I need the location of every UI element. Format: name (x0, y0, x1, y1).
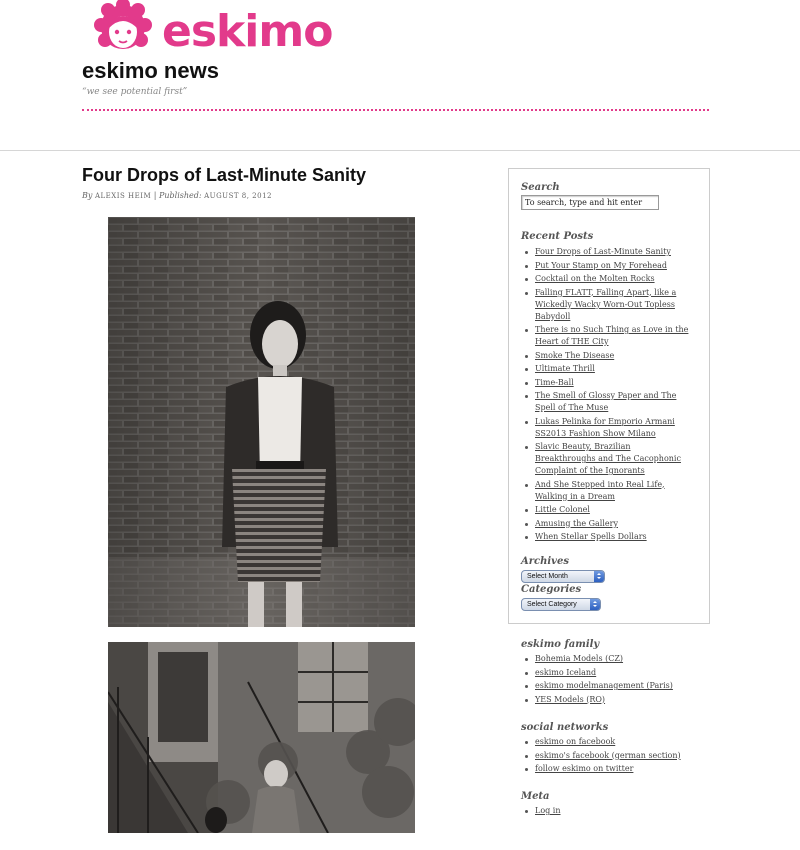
post-author: ALEXIS HEIM (94, 192, 152, 200)
header-rule (0, 150, 800, 151)
list-item (521, 260, 693, 272)
list-item (521, 363, 693, 375)
social-link[interactable]: follow eskimo on twitter (535, 764, 634, 773)
select-arrows-icon (594, 571, 604, 582)
list-item (521, 324, 693, 348)
meta-list (521, 805, 701, 819)
list-item (521, 273, 693, 285)
recent-post-link[interactable]: And She Stepped into Real Life, Walking in a Dream (535, 479, 665, 501)
recent-posts-heading: Recent Posts (521, 231, 594, 242)
login-link[interactable]: Log in (535, 806, 561, 815)
family-link[interactable]: Bohemia Models (CZ) (535, 654, 624, 663)
recent-post-link[interactable]: Four Drops of Last-Minute Sanity (535, 247, 671, 256)
list-item (521, 653, 701, 665)
archives-select[interactable] (521, 570, 605, 583)
recent-post-link[interactable]: Slavic Beauty, Brazilian Breakthroughs and The Cacophonic Complaint of the Ignorants (535, 442, 681, 475)
search-input[interactable] (521, 195, 659, 210)
site-tagline: “we see potential first” (82, 87, 188, 97)
list-item (521, 736, 701, 748)
list-item (521, 479, 693, 503)
meta-heading: Meta (521, 791, 550, 802)
recent-post-link[interactable]: The Smell of Glossy Paper and The Spell of The Muse (535, 391, 677, 412)
social-link[interactable]: eskimo on facebook (535, 737, 616, 746)
list-item (521, 287, 693, 323)
recent-post-link[interactable]: Falling FLATT, Falling Apart, like a Wickedly Wacky Worn-Out Topless Babydoll (535, 287, 677, 321)
select-arrows-icon (590, 599, 600, 610)
social-link[interactable]: eskimo's facebook (german section) (535, 750, 681, 760)
recent-post-link[interactable]: Amusing the Gallery (535, 518, 618, 528)
list-item (521, 441, 693, 477)
eskimo-family-heading: eskimo family (521, 639, 600, 650)
categories-heading: Categories (521, 584, 582, 595)
byline-by: By (82, 191, 93, 200)
recent-posts-list (521, 246, 693, 545)
byline-separator: | (153, 191, 157, 200)
list-item (521, 805, 701, 817)
social-networks-heading: social networks (521, 722, 609, 733)
recent-post-link[interactable]: Ultimate Thrill (535, 364, 595, 373)
header-dotted-divider (82, 109, 709, 111)
list-item (521, 750, 701, 762)
recent-post-link[interactable]: Lukas Pelinka for Emporio Armani SS2013 Fashion Show Milano (535, 416, 675, 438)
post-byline (82, 191, 272, 200)
list-item (521, 246, 693, 258)
search-heading: Search (521, 182, 560, 193)
recent-post-link[interactable]: When Stellar Spells Dollars (535, 532, 647, 541)
recent-post-link[interactable]: There is no Such Thing as Love in the Heart of THE City (535, 325, 689, 346)
post-date: AUGUST 8, 2012 (204, 192, 272, 200)
recent-post-link[interactable]: Put Your Stamp on My Forehead (535, 260, 667, 270)
sidebar-widgets (508, 168, 710, 624)
post-title[interactable]: Four Drops of Last-Minute Sanity (82, 165, 367, 185)
list-item (521, 350, 693, 362)
categories-select[interactable] (521, 598, 601, 611)
list-item (521, 416, 693, 440)
family-link[interactable]: YES Models (RO) (535, 694, 606, 704)
list-item (521, 763, 701, 775)
post-photo-girl-brick-wall (108, 217, 415, 627)
list-item (521, 504, 693, 516)
post-photo-stairs-ivy (108, 642, 415, 833)
archives-heading: Archives (521, 556, 569, 567)
recent-post-link[interactable]: Cocktail on the Molten Rocks (535, 274, 655, 283)
recent-post-link[interactable]: Little Colonel (535, 505, 590, 514)
family-link[interactable]: eskimo modelmanagement (Paris) (535, 681, 673, 690)
list-item (521, 390, 693, 414)
list-item (521, 680, 701, 692)
categories-select-value: Select Category (527, 601, 577, 608)
family-link[interactable]: eskimo Iceland (535, 667, 597, 677)
list-item (521, 531, 693, 543)
recent-post-link[interactable]: Smoke The Disease (535, 350, 615, 360)
eskimo-face-logo-icon (92, 0, 154, 58)
social-networks-list (521, 736, 701, 777)
logo-wordmark: eskimo (162, 6, 333, 57)
list-item (521, 667, 701, 679)
list-item (521, 518, 693, 530)
list-item (521, 694, 701, 706)
archives-select-value: Select Month (527, 573, 568, 580)
recent-post-link[interactable]: Time-Ball (535, 377, 574, 387)
byline-published-label: Published: (158, 191, 202, 200)
eskimo-family-list (521, 653, 701, 707)
site-title[interactable]: eskimo news (82, 58, 219, 83)
list-item (521, 377, 693, 389)
